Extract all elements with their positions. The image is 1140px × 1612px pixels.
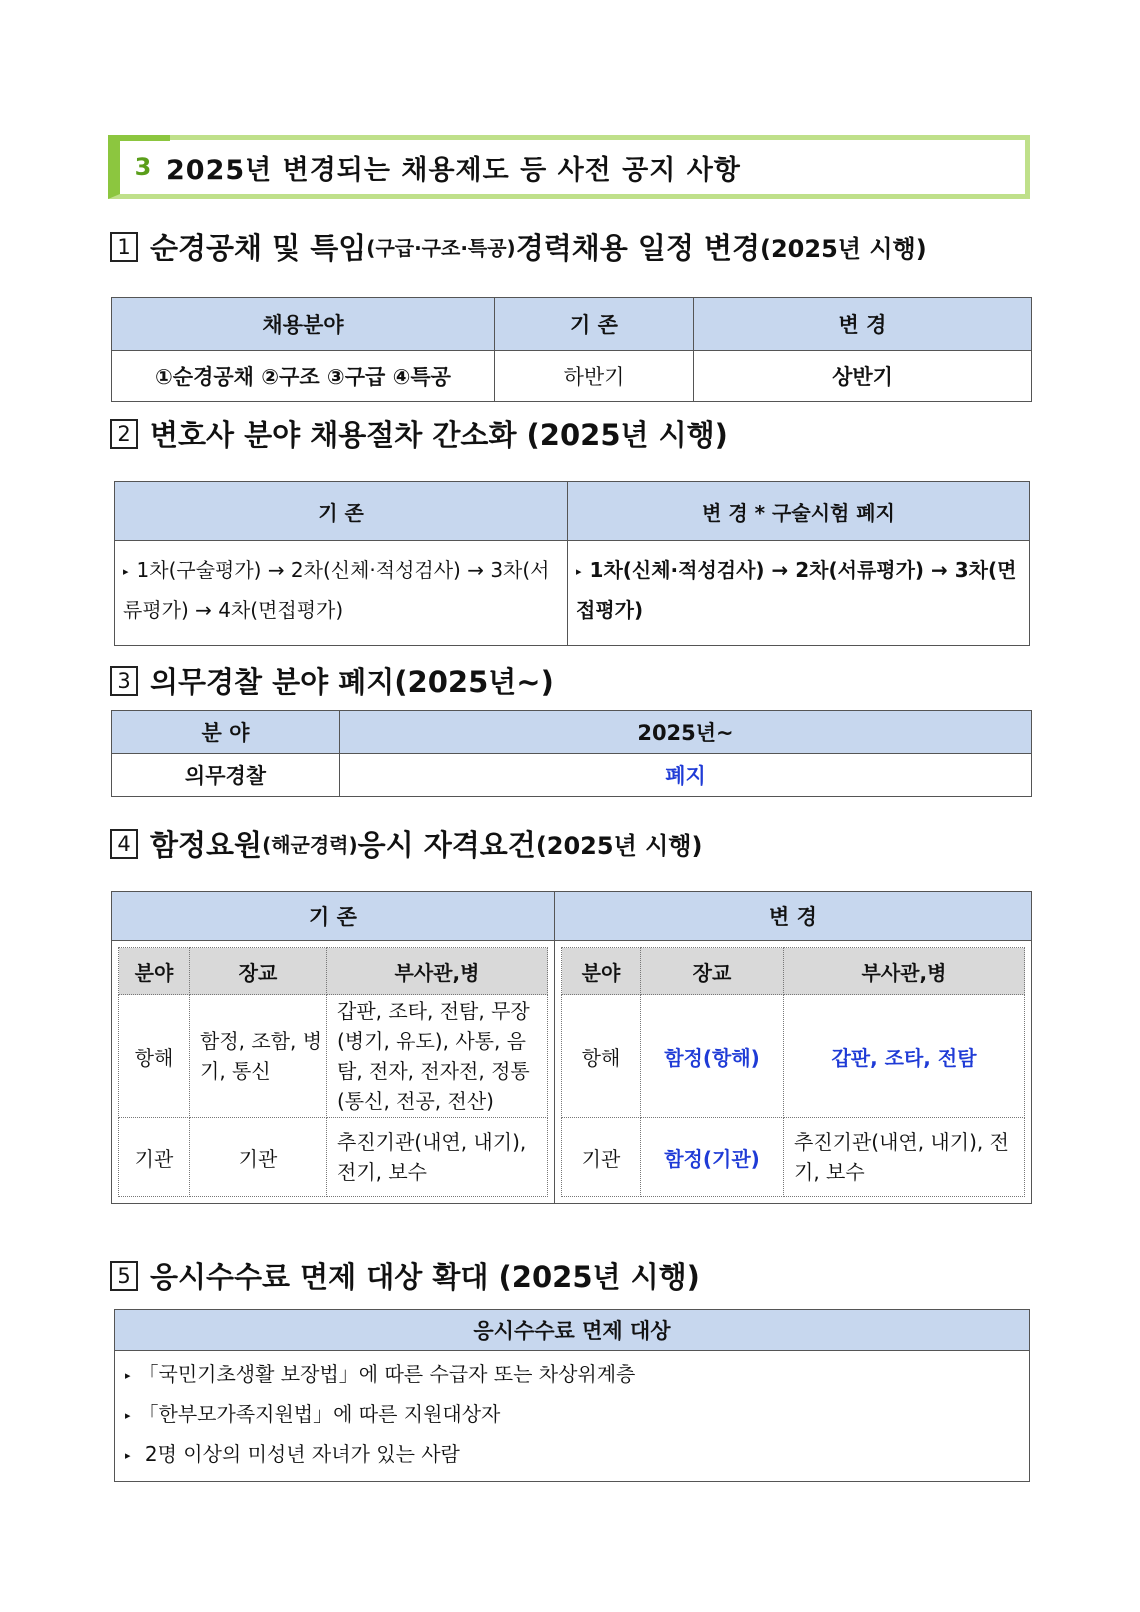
section-1-title-c: (2025년 시행) xyxy=(760,235,927,263)
bullet-icon: ▸ xyxy=(125,1369,131,1382)
banner-number: 3 xyxy=(134,153,152,181)
list-item: ▸ 「한부모가족지원법」에 따른 지원대상자 xyxy=(125,1402,501,1426)
section-2-title: 변호사 분야 채용절차 간소화 (2025년 시행) xyxy=(150,418,728,452)
section-1-title-small: (구급·구조·특공) xyxy=(366,236,516,260)
field-cell: 의무경찰 xyxy=(112,754,340,797)
list-item: ▸ 「국민기초생활 보장법」에 따른 수급자 또는 차상위계층 xyxy=(125,1362,636,1386)
enlisted-cell: 갑판, 조타, 전탐 xyxy=(784,995,1025,1118)
old-procedure: ▸ 1차(구술평가) → 2차(신체·적성검사) → 3차(서류평가) → 4차(면접평가) xyxy=(115,541,568,646)
enlisted-cell: 갑판, 조타, 전탐, 무장(병기, 유도), 사통, 음탐, 전자, 전자전, 정통(통신, 전공, 전산) xyxy=(327,995,548,1118)
col-officer: 장교 xyxy=(190,948,327,995)
old-cell: 하반기 xyxy=(495,351,694,402)
col-header-field: 분 야 xyxy=(112,711,340,754)
bullet-icon: ▸ xyxy=(576,564,582,578)
col-header-old: 기 존 xyxy=(112,892,555,941)
section-3-title: 의무경찰 분야 폐지(2025년~) xyxy=(150,665,554,699)
bullet-icon: ▸ xyxy=(125,1449,131,1462)
section-4-heading xyxy=(110,823,702,864)
enlisted-cell: 추진기관(내연, 내기), 전기, 보수 xyxy=(784,1118,1025,1197)
old-requirements-table xyxy=(118,947,548,1197)
bullet-icon: ▸ xyxy=(125,1409,131,1422)
section-1-title-b: 경력채용 일정 변경 xyxy=(515,231,761,265)
section-number-box: 5 xyxy=(110,1261,138,1291)
col-field: 분야 xyxy=(119,948,190,995)
field-cell: 기관 xyxy=(562,1118,641,1197)
section-4-title-c: (2025년 시행) xyxy=(535,832,703,860)
officer-cell: 함정(항해) xyxy=(641,995,784,1118)
col-header-exemption: 응시수수료 면제 대상 xyxy=(115,1310,1030,1351)
new-procedure: ▸ 1차(신체·적성검사) → 2차(서류평가) → 3차(면접평가) xyxy=(568,541,1030,646)
old-requirements xyxy=(112,941,555,1204)
status-cell: 폐지 xyxy=(340,754,1032,797)
list-item: ▸ 2명 이상의 미성년 자녀가 있는 사람 xyxy=(125,1442,460,1466)
new-requirements-table xyxy=(561,947,1025,1197)
enlisted-cell: 추진기관(내연, 내기), 전기, 보수 xyxy=(327,1118,548,1197)
section-2-heading xyxy=(110,413,728,454)
ship-crew-table xyxy=(111,891,1032,1204)
police-service-table xyxy=(111,710,1032,797)
lawyer-procedure-table xyxy=(114,481,1030,646)
col-header-new: 변 경 * 구술시험 폐지 xyxy=(568,482,1030,541)
section-3-heading xyxy=(110,660,554,701)
section-5-title: 응시수수료 면제 대상 확대 (2025년 시행) xyxy=(150,1260,700,1294)
section-4-title-b: 응시 자격요건 xyxy=(357,828,536,862)
officer-cell: 기관 xyxy=(190,1118,327,1197)
exemption-list xyxy=(115,1351,1030,1482)
field-cell: 기관 xyxy=(119,1118,190,1197)
section-5-heading xyxy=(110,1255,700,1296)
new-cell: 상반기 xyxy=(694,351,1032,402)
bullet-icon: ▸ xyxy=(123,564,129,578)
col-header-new: 변 경 xyxy=(555,892,1032,941)
col-header-old: 기 존 xyxy=(495,298,694,351)
section-number-box: 4 xyxy=(110,829,138,859)
section-1-heading xyxy=(110,226,927,267)
schedule-table xyxy=(111,297,1032,402)
section-number-box: 3 xyxy=(110,666,138,696)
fee-exemption-table xyxy=(114,1309,1030,1482)
section-4-title-small: (해군경력) xyxy=(262,833,358,857)
col-header-new: 변 경 xyxy=(694,298,1032,351)
col-officer: 장교 xyxy=(641,948,784,995)
col-header-field: 채용분야 xyxy=(112,298,495,351)
section-number-box: 1 xyxy=(110,232,138,262)
col-enlisted: 부사관,병 xyxy=(327,948,548,995)
section-1-title-a: 순경공채 및 특임 xyxy=(150,231,367,265)
officer-cell: 함정, 조함, 병기, 통신 xyxy=(190,995,327,1118)
officer-cell: 함정(기관) xyxy=(641,1118,784,1197)
col-enlisted: 부사관,병 xyxy=(784,948,1025,995)
new-requirements xyxy=(555,941,1032,1204)
col-field: 분야 xyxy=(562,948,641,995)
field-cell: ①순경공채 ②구조 ③구급 ④특공 xyxy=(112,351,495,402)
section-4-title-a: 함정요원 xyxy=(150,828,263,862)
section-number-box: 2 xyxy=(110,419,138,449)
field-cell: 항해 xyxy=(562,995,641,1118)
section-banner xyxy=(108,135,1030,199)
field-cell: 항해 xyxy=(119,995,190,1118)
col-header-old: 기 존 xyxy=(115,482,568,541)
col-header-2025: 2025년~ xyxy=(340,711,1032,754)
banner-title: 2025년 변경되는 채용제도 등 사전 공지 사항 xyxy=(166,154,741,186)
